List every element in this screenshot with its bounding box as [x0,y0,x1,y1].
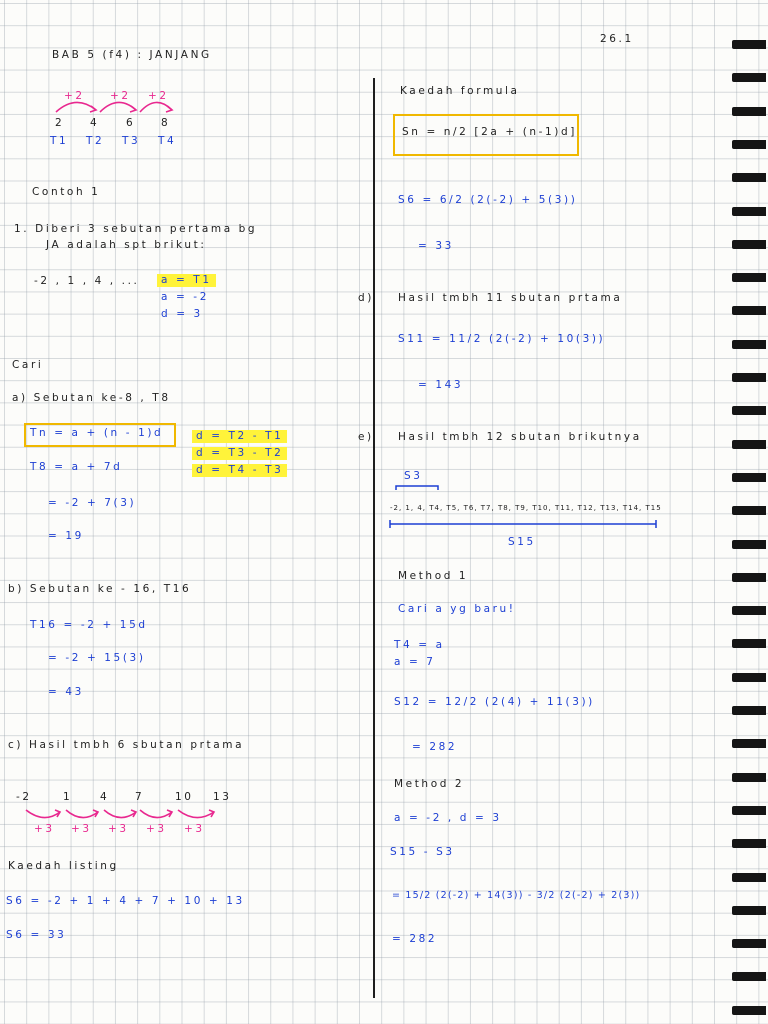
c-plus-5: +3 [184,823,205,835]
intro-label-1: T1 [50,135,69,147]
spiral-ring [732,373,766,382]
method-2-calc: = 15/2 (2(-2) + 14(3)) - 3/2 (2(-2) + 2(3)) [392,890,641,901]
e-sequence: -2, 1, 4, T4, T5, T6, T7, T8, T9, T10, T11, T12, T13, T14, T15 [390,504,662,512]
spiral-ring [732,939,766,948]
spiral-ring [732,540,766,549]
part-a-title: a) Sebutan ke-8 , T8 [12,392,171,404]
s12-result: = 282 [412,741,458,753]
given-sequence: -2 , 1 , 4 , ... [34,275,140,287]
spiral-ring [732,240,766,249]
s6-sum-line: S6 = -2 + 1 + 4 + 7 + 10 + 13 [6,895,245,907]
question-line-1: 1. Diberi 3 sebutan pertama bg [14,223,258,235]
s6-formula-result: = 33 [418,240,454,252]
c-plus-1: +3 [34,823,55,835]
part-c-title: c) Hasil tmbh 6 sbutan prtama [8,739,245,751]
part-b-title: b) Sebutan ke - 16, T16 [8,583,192,595]
intro-term-2: 4 [90,117,100,129]
a-equals-t1: a = T1 [157,274,216,287]
sn-formula: Sn = n/2 [2a + (n-1)d] [402,126,577,138]
spiral-ring [732,207,766,216]
question-line-2: JA adalah spt brikut: [46,239,207,251]
s15-minus-s3: S15 - S3 [390,846,455,858]
spiral-ring [732,839,766,848]
page-title: BAB 5 (f4) : JANJANG [52,49,212,61]
spiral-ring [732,972,766,981]
column-divider [373,78,375,998]
intro-label-2: T2 [86,135,105,147]
c-term-1: -2 [16,791,32,803]
cari-heading: Cari [12,359,44,371]
spiral-ring [732,140,766,149]
a-eq-7: a = 7 [394,656,436,668]
spiral-ring [732,806,766,815]
kaedah-formula-heading: Kaedah formula [400,85,520,97]
c-plus-4: +3 [146,823,167,835]
s6-formula-line: S6 = 6/2 (2(-2) + 5(3)) [398,194,578,206]
c-plus-2: +3 [71,823,92,835]
c-term-4: 7 [135,791,145,803]
a-value: a = -2 [161,291,209,303]
c-term-3: 4 [100,791,110,803]
spiral-ring [732,406,766,415]
part-e-label: e) [358,431,374,443]
spiral-ring [732,340,766,349]
method-2-final: = 282 [392,933,438,945]
spiral-ring [732,773,766,782]
s11-result: = 143 [418,379,464,391]
intro-label-4: T4 [158,135,177,147]
spiral-ring [732,107,766,116]
d-eq-1: d = T2 - T1 [192,430,287,443]
spiral-ring [732,873,766,882]
intro-term-1: 2 [55,117,65,129]
c-term-5: 10 [175,791,194,803]
part-b-line-1: T16 = -2 + 15d [30,619,148,631]
s15-label: S15 [508,536,536,548]
contoh-heading: Contoh 1 [32,186,101,198]
spiral-ring [732,40,766,49]
part-d-title: Hasil tmbh 11 sbutan prtama [398,292,623,304]
part-b-line-2: = -2 + 15(3) [48,652,146,664]
c-plus-3: +3 [108,823,129,835]
part-a-line-3: = 19 [48,530,84,542]
kaedah-listing: Kaedah listing [8,860,119,872]
part-a-line-2: = -2 + 7(3) [48,497,137,509]
spiral-ring [732,673,766,682]
s12-line: S12 = 12/2 (2(4) + 11(3)) [394,696,595,708]
intro-plus-1: +2 [64,90,85,102]
spiral-ring [732,573,766,582]
a-d-line: a = -2 , d = 3 [394,812,502,824]
spiral-ring [732,306,766,315]
s3-label: S3 [404,470,423,482]
d-eq-3: d = T4 - T3 [192,464,287,477]
spiral-ring [732,1006,766,1015]
c-term-2: 1 [63,791,73,803]
spiral-ring [732,706,766,715]
part-a-line-1: T8 = a + 7d [30,461,123,473]
spiral-ring [732,506,766,515]
part-d-label: d) [358,292,374,304]
spiral-ring [732,173,766,182]
d-value: d = 3 [161,308,203,320]
spiral-ring [732,606,766,615]
intro-label-3: T3 [122,135,141,147]
s11-line: S11 = 11/2 (2(-2) + 10(3)) [398,333,606,345]
page-number: 26.1 [600,33,634,45]
intro-term-3: 6 [126,117,136,129]
spiral-ring [732,639,766,648]
method-1-heading: Method 1 [398,570,469,582]
cari-a-baru: Cari a yg baru! [398,603,516,615]
d-eq-2: d = T3 - T2 [192,447,287,460]
s6-sum-result: S6 = 33 [6,929,67,941]
tn-formula: Tn = a + (n - 1)d [30,427,164,439]
spiral-ring [732,473,766,482]
c-term-6: 13 [213,791,232,803]
part-b-line-3: = 43 [48,686,84,698]
method-2-heading: Method 2 [394,778,465,790]
spiral-ring [732,739,766,748]
part-e-title: Hasil tmbh 12 sbutan brikutnya [398,431,642,443]
spiral-ring [732,440,766,449]
spiral-ring [732,906,766,915]
intro-term-4: 8 [161,117,171,129]
spiral-ring [732,73,766,82]
intro-plus-2: +2 [110,90,131,102]
t4-eq: T4 = a [394,639,445,651]
intro-plus-3: +2 [148,90,169,102]
spiral-ring [732,273,766,282]
spiral-binding [728,30,768,1024]
